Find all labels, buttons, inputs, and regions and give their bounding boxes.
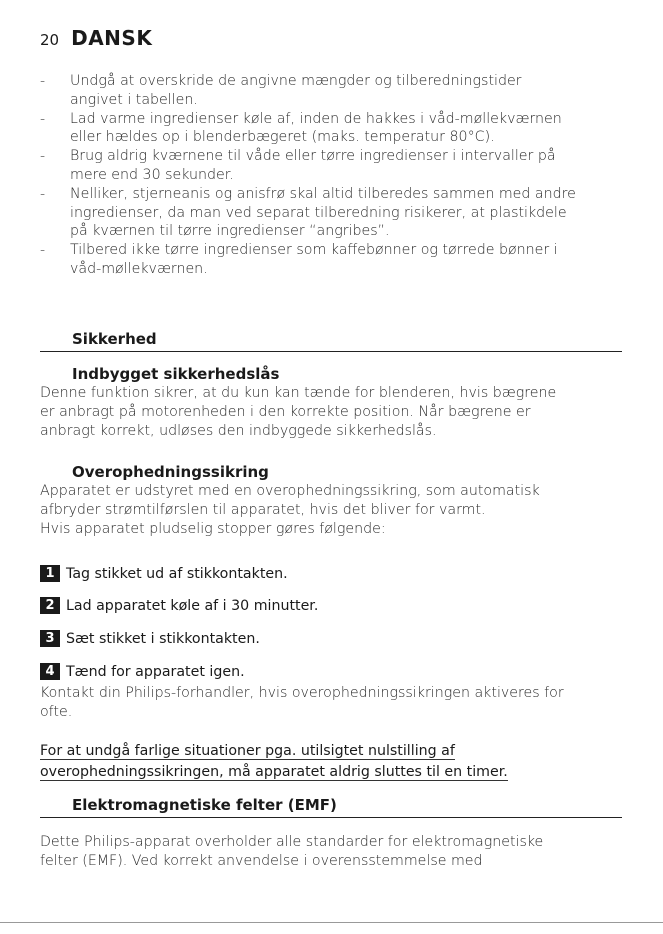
timer-warning: For at undgå farlige situationer pga. utilsigtet nulstilling af overophedningssikringen, må apparatet aldrig sluttes til en timer.	[40, 743, 508, 780]
list-item: - Undgå at overskride de angivne mængder og tilberedningstider angivet i tabellen.	[40, 73, 522, 108]
step-item: 4 Tænd for apparatet igen.	[40, 663, 245, 680]
step-number: 4	[40, 663, 60, 680]
step-item: 2 Lad apparatet køle af i 30 minutter.	[40, 597, 318, 614]
safety-lock-text: Denne funktion sikrer, at du kun kan tænde for blenderen, hvis bægrene er anbragt på motorenheden i den korrekte position. Når bægrene er anbragt korrekt, udløses den indbyggede sikkerhedslås.	[40, 385, 557, 439]
language-heading: DANSK	[71, 26, 153, 50]
list-item: - Nelliker, stjerneanis og anisfrø skal altid tilberedes sammen med andre ingredienser, da man ved separat tilberedning risikerer, at plastikdele på kværnen til tørre ingredienser “angribes”.	[40, 185, 576, 240]
section-heading-safety: Sikkerhed	[40, 329, 622, 352]
step-number: 2	[40, 597, 60, 614]
step-number: 3	[40, 630, 60, 647]
section-heading-emf: Elektromagnetiske felter (EMF)	[40, 795, 622, 818]
list-item: - Lad varme ingredienser køle af, inden de hakkes i våd-møllekværnen eller hældes op i blenderbægeret (maks. temperatur 80°C).	[40, 110, 562, 146]
dealer-contact-text: Kontakt din Philips-forhandler, hvis overophedningssikringen aktiveres for ofte.	[40, 685, 564, 720]
subheading-overheat: Overophedningssikring	[72, 463, 269, 481]
page-number: 20	[40, 31, 60, 49]
overheat-text: Apparatet er udstyret med en overophedningssikring, som automatisk afbryder strømtilførslen til apparatet, hvis det bliver for varmt. Hvis apparatet pludselig stopper gøres følgende:	[40, 483, 540, 537]
emf-text: Dette Philips-apparat overholder alle standarder for elektromagnetiske felter (EMF). Ved korrekt anvendelse i overensstemmelse med	[40, 834, 544, 869]
list-item: - Tilbered ikke tørre ingredienser som kaffebønner og tørrede bønner i våd-møllekværnen.	[40, 242, 558, 277]
step-item: 1 Tag stikket ud af stikkontakten.	[40, 565, 288, 582]
step-number: 1	[40, 565, 60, 582]
page-bottom-divider	[0, 922, 663, 923]
caution-list	[40, 72, 630, 279]
list-item: - Brug aldrig kværnene til våde eller tørre ingredienser i intervaller på mere end 30 sekunder.	[40, 148, 556, 183]
step-item: 3 Sæt stikket i stikkontakten.	[40, 630, 260, 647]
subheading-safety-lock: Indbygget sikkerhedslås	[72, 365, 280, 383]
page-header	[40, 26, 152, 50]
